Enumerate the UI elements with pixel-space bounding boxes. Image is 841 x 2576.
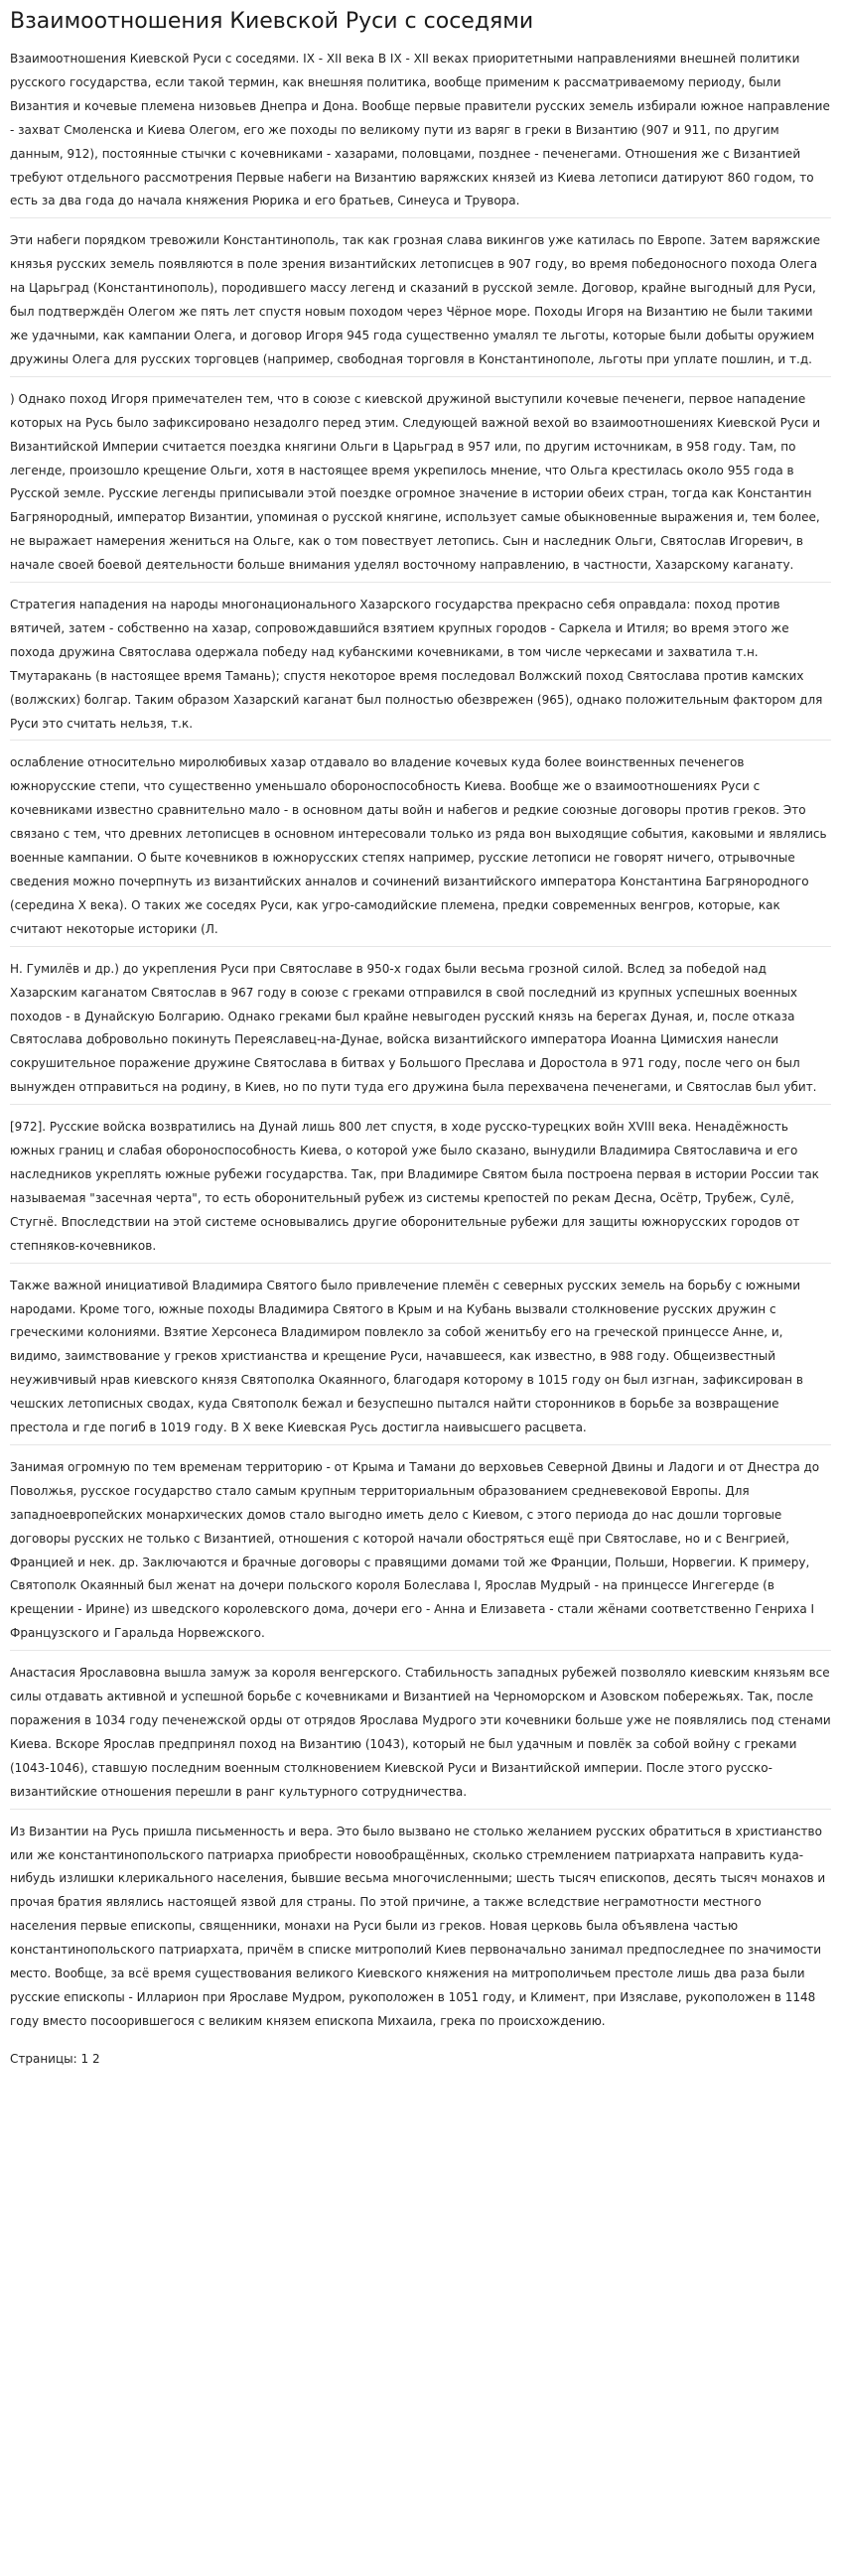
article-paragraph: Занимая огромную по тем временам территорию - от Крыма и Тамани до верховьев Северной Двины и Ладоги и от Днестра до Поволжья, русское государство стало самым крупным территориальным образованием средневековой Европы. Для западноевропейских монархических домов стало выгодно иметь дело с Киевом, с этого периода до нас дошли торговые договоры русских не только с Византией, отношения с которой начали обостряться ещё при Святославе, но и с Венгрией, Францией и нек. др. Заключаются и брачные договоры с правящими домами той же Франции, Польши, Норвегии. К примеру, Святополк Окаянный был женат на дочери польского короля Болеслава I, Ярослав Мудрый - на принцессе Ингегерде (в крещении - Ирине) из шведского королевского дома, дочери его - Анна и Елизавета - стали жёнами соответственно Генриха I Французского и Гаральда Норвежского. [10, 1456, 831, 1651]
article-paragraph: [972]. Русские войска возвратились на Дунай лишь 800 лет спустя, в ходе русско-турецких войн XVIII века. Ненадёжность южных границ и слабая обороноспособность Киева, о которой уже было сказано, вынудили Владимира Святославича и его наследников укреплять южные рубежи государства. Так, при Владимире Святом была построена первая в истории России так называемая "засечная черта", то есть оборонительный рубеж из системы крепостей по рекам Десна, Осётр, Трубеж, Сулё, Стугнё. Впоследствии на этой системе основывались другие оборонительные рубежи для защиты южнорусских городов от степняков-кочевников. [10, 1116, 831, 1263]
page-link-2[interactable]: 2 [91, 2051, 100, 2066]
article-paragraph: Эти набеги порядком тревожили Константинополь, так как грозная слава викингов уже катилась по Европе. Затем варяжские князья русских земель появляются в поле зрения византийских летописцев в 907 году, во время победоносного похода Олега на Царьград (Константинополь), породившего массу легенд и сказаний в русской земле. Договор, крайне выгодный для Руси, был подтверждён Олегом же пять лет спустя новым походом через Чёрное море. Походы Игоря на Византию не были такими же удачными, как кампании Олега, и договор Игоря 945 года существенно умалял те льготы, которые были добыты оружием дружины Олега для русских торговцев (например, свободная торговля в Константинополе, льготы при уплате пошлин, и т.д. [10, 229, 831, 376]
article-paragraph: Взаимоотношения Киевской Руси с соседями. IX - XII века В IX - XII веках приоритетными направлениями внешней политики русского государства, если такой термин, как внешняя политика, вообще применим к рассматриваемому периоду, были Византия и кочевые племена низовьев Днепра и Дона. Вообще первые правители русских земель избирали южное направление - захват Смоленска и Киева Олегом, его же походы по великому пути из варяг в греки в Византию (907 и 911, по другим данным, 912), постоянные стычки с кочевниками - хазарами, половцами, позднее - печенегами. Отношения же с Византией требуют отдельного рассмотрения Первые набеги на Византию варяжских князей из Киева летописи датируют 860 годом, то есть за два года до начала княжения Рюрика и его братьев, Синеуса и Трувора. [10, 48, 831, 218]
article-paragraph: ослабление относительно миролюбивых хазар отдавало во владение кочевых куда более воинственных печенегов южнорусские степи, что существенно уменьшало обороноспособность Киева. Вообще же о взаимоотношениях Руси с кочевниками известно сравнительно мало - в основном даты войн и набегов и редкие союзные договоры против греков. Это связано с тем, что древних летописцев в основном интересовали только из ряда вон выходящие события, каковыми и являлись военные кампании. О быте кочевников в южнорусских степях например, русские летописи не говорят ничего, отрывочные сведения можно почерпнуть из византийских анналов и сочинений византийского императора Константина Багрянородного (середина X века). О таких же соседях Руси, как угро-самодийские племена, предки современных венгров, которые, как считают некоторые историки (Л. [10, 751, 831, 946]
page-title: Взаимоотношения Киевской Руси с соседями [10, 9, 534, 34]
article-body [10, 48, 831, 2038]
pagination-label: Страницы: [10, 2051, 77, 2066]
article-paragraph: Из Византии на Русь пришла письменность и вера. Это было вызвано не столько желанием русских обратиться в христианство или же константинопольского патриарха приобрести новообращённых, сколько стремлением патриархата направить куда-нибудь излишки клерикального населения, бывшие весьма многочисленными; шесть тысяч епископов, десять тысяч монахов и прочая братия являлись настоящей язвой для страны. По этой причине, а также вследствие неграмотности местного населения первые епископы, священники, монахи на Руси были из греков. Новая церковь была объявлена частью константинопольского патриархата, причём в списке митрополий Киев первоначально занимал предпоследнее по значимости место. Вообще, за всё время существования великого Киевского княжения на митрополичьем престоле лишь два раза были русские епископы - Илларион при Ярославе Мудром, рукоположен в 1051 году, и Климент, при Изяславе, рукоположен в 1148 году вместо посоорившегося с великим князем епископа Михаила, грека по происхождению. [10, 1824, 826, 2028]
article-paragraph: Анастасия Ярославовна вышла замуж за короля венгерского. Стабильность западных рубежей позволяло киевским князьям все силы отдавать активной и успешной борьбе с кочевниками и Византией на Черноморском и Азовском побережьях. Так, после поражения в 1034 году печенежской орды от отрядов Ярослава Мудрого эти кочевники больше уже не появлялись под стенами Киева. Вскоре Ярослав предпринял поход на Византию (1043), который не был удачным и повлёк за собой войну с греками (1043-1046), ставшую последним военным столкновением Киевской Руси и Византийской империи. После этого русско-византийские отношения перешли в ранг культурного сотрудничества. [10, 1662, 831, 1809]
article-paragraph: Стратегия нападения на народы многонационального Хазарского государства прекрасно себя оправдала: поход против вятичей, затем - собственно на хазар, сопровождавшийся взятием крупных городов - Саркела и Итиля; во время этого же похода дружина Святослава одержала победу над кубанскими кочевниками, в том числе черкесами и захватила т.н. Тмутаракань (в настоящее время Тамань); спустя некоторое время последовал Волжский поход Святослава против камских (волжских) болгар. Таким образом Хазарский каганат был полностью обезврежен (965), однако положительным фактором для Руси это считать нельзя, т.к. [10, 594, 831, 741]
article-paragraph: Также важной инициативой Владимира Святого было привлечение племён с северных русских земель на борьбу с южными народами. Кроме того, южные походы Владимира Святого в Крым и на Кубань вызвали столкновение русских дружин с греческими колониями. Взятие Херсонеса Владимиром повлекло за собой женитьбу его на греческой принцессе Анне, и, видимо, заимствование у греков христианства и крещение Руси, начавшееся, как известно, в 988 году. Общеизвестный неуживчивый нрав киевского князя Святополка Окаянного, благодаря которому в 1015 году он был изгнан, зафиксирован в чешских летописных сводах, куда Святополк бежал и безуспешно пытался найти сторонников в борьбе за возвращение престола и где погиб в 1019 году. В X веке Киевская Русь достигла наивысшего расцвета. [10, 1275, 831, 1445]
page-link-1[interactable]: 1 [80, 2051, 89, 2066]
article-paragraph: ) Однако поход Игоря примечателен тем, что в союзе с киевской дружиной выступили кочевые печенеги, первое нападение которых на Русь было зафиксировано незадолго перед этим. Следующей важной вехой во взаимоотношениях Киевской Руси и Византийской Империи считается поездка княгини Ольги в Царьград в 957 или, по другим источникам, в 958 году. Там, по легенде, произошло крещение Ольги, хотя в настоящее время укрепилось мнение, что Ольга крестилась около 955 года в Русской земле. Русские легенды приписывали этой поездке огромное значение в истории обеих стран, тогда как Константин Багрянородный, император Византии, упоминая о русской княгине, использует самые обыкновенные выражения и, тем более, не выражает намерения жениться на Ольге, как о том повествует летопись. Сын и наследник Ольги, Святослав Игоревич, в начале своей боевой деятельности больше внимания уделял восточному направлению, в частности, Хазарскому каганату. [10, 388, 831, 583]
pagination [10, 2049, 831, 2069]
article-paragraph: Н. Гумилёв и др.) до укрепления Руси при Святославе в 950-х годах были весьма грозной силой. Вслед за победой над Хазарским каганатом Святослав в 967 году в союзе с греками отправился в свой последний из крупных успешных военных походов - в Дунайскую Болгарию. Однако греками был крайне невыгоден русский князь на берегах Дуная, и, после отказа Святослава добровольно покинуть Переяславец-на-Дунае, войска византийского императора Иоанна Цимисхия нанесли сокрушительное поражение дружине Святослава в битвах у Большого Преслава и Доростола в 971 году, после чего он был вынужден отправиться на родину, в Киев, но по пути туда его дружина была перехвачена печенегами, и Святослав был убит. [10, 958, 831, 1105]
